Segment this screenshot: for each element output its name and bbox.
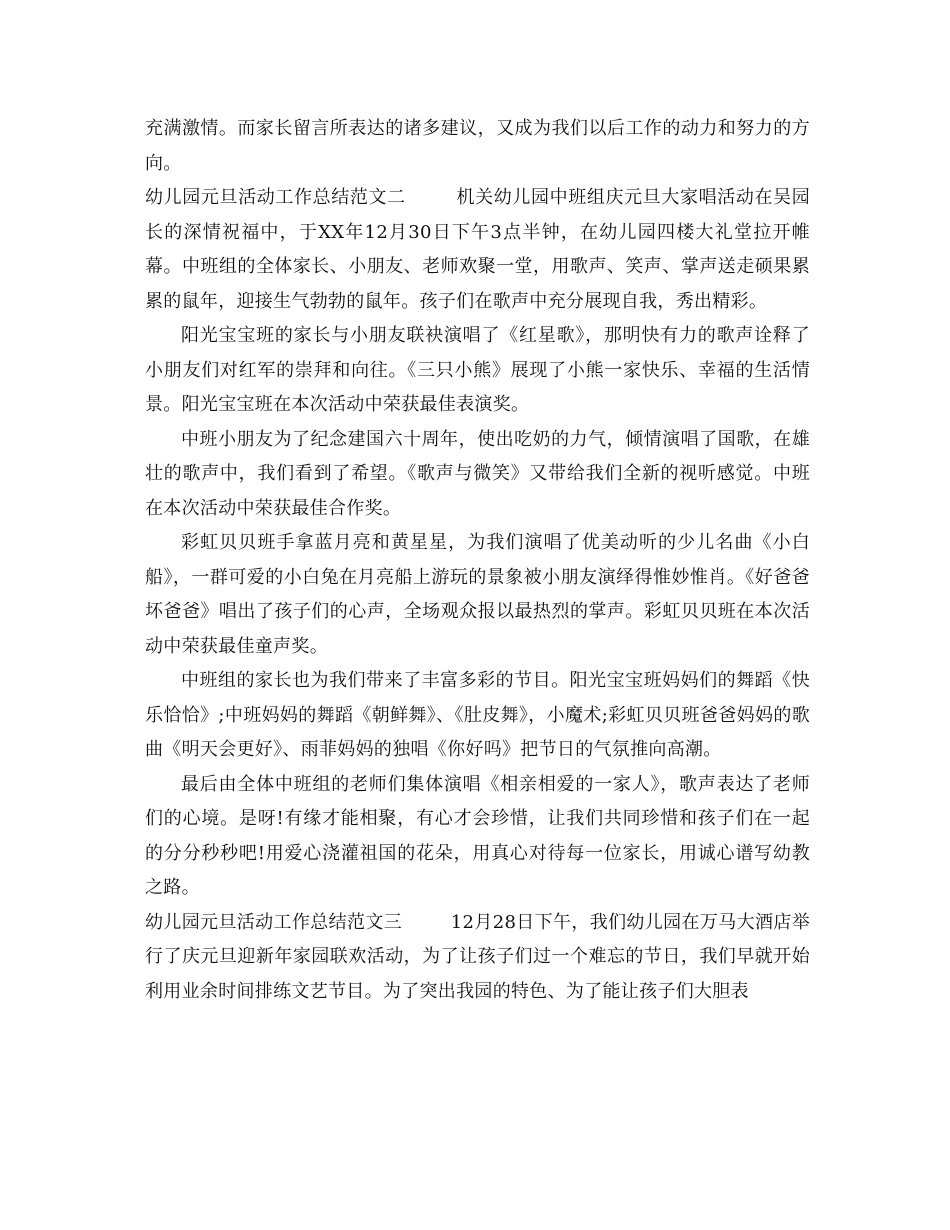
paragraph-rainbow-class xyxy=(145,526,810,664)
paragraph-sunshine-class xyxy=(145,319,810,423)
document-body xyxy=(145,112,810,1009)
paragraph-parents-program xyxy=(145,664,810,768)
paragraph-teachers-finale xyxy=(145,768,810,906)
paragraph-section-three xyxy=(145,906,810,1010)
paragraph-middle-class xyxy=(145,423,810,527)
paragraph-text: 最后由全体中班组的老师们集体演唱《相亲相爱的一家人》，歌声表达了老师们的心境。是呀!有缘才能相聚，有心才会珍惜，让我们共同珍惜和孩子们在一起的分分秒秒吧!用爱心浇灌祖国的花朵，用真心对待每一位家长，用诚心谱写幼教之路。 xyxy=(145,773,810,898)
paragraph-continuation xyxy=(145,112,810,181)
paragraph-text: 阳光宝宝班的家长与小朋友联袂演唱了《红星歌》，那明快有力的歌声诠释了小朋友们对红军的崇拜和向往。《三只小熊》展现了小熊一家快乐、幸福的生活情景。阳光宝宝班在本次活动中荣获最佳表演奖。 xyxy=(145,325,810,415)
paragraph-section-two xyxy=(145,181,810,319)
paragraph-text: 彩虹贝贝班手拿蓝月亮和黄星星，为我们演唱了优美动听的少儿名曲《小白船》，一群可爱的小白兔在月亮船上游玩的景象被小朋友演绎得惟妙惟肖。《好爸爸坏爸爸》唱出了孩子们的心声，全场观众报以最热烈的掌声。彩虹贝贝班在本次活动中荣获最佳童声奖。 xyxy=(145,532,810,657)
paragraph-text: 中班小朋友为了纪念建国六十周年，使出吃奶的力气，倾情演唱了国歌，在雄壮的歌声中，我们看到了希望。《歌声与微笑》又带给我们全新的视听感觉。中班在本次活动中荣获最佳合作奖。 xyxy=(145,428,810,519)
section-heading: 幼儿园元旦活动工作总结范文三 xyxy=(145,911,403,933)
paragraph-text: 充满激情。而家长留言所表达的诸多建议，又成为我们以后工作的动力和努力的方向。 xyxy=(145,118,810,174)
paragraph-text: 机关幼儿园中班组庆元旦大家唱活动在吴园长的深情祝福中，于XX年12月30日下午3点半钟，在幼儿园四楼大礼堂拉开帷幕。中班组的全体家长、小朋友、老师欢聚一堂，用歌声、笑声、掌声送走硕果累累的鼠年，迎接生气勃勃的鼠年。孩子们在歌声中充分展现自我，秀出精彩。 xyxy=(145,187,810,312)
section-heading: 幼儿园元旦活动工作总结范文二 xyxy=(145,187,406,208)
paragraph-text: 12月28日下午，我们幼儿园在万马大酒店举行了庆元旦迎新年家园联欢活动，为了让孩子们过一个难忘的节日，我们早就开始利用业余时间排练文艺节目。为了突出我园的特色、为了能让孩子们大胆表 xyxy=(145,911,810,1002)
paragraph-text: 中班组的家长也为我们带来了丰富多彩的节目。阳光宝宝班妈妈们的舞蹈《快乐恰恰》;中班妈妈的舞蹈《朝鲜舞》、《肚皮舞》，小魔术;彩虹贝贝班爸爸妈妈的歌曲《明天会更好》、雨菲妈妈的独唱《你好吗》把节日的气氛推向高潮。 xyxy=(145,670,810,760)
